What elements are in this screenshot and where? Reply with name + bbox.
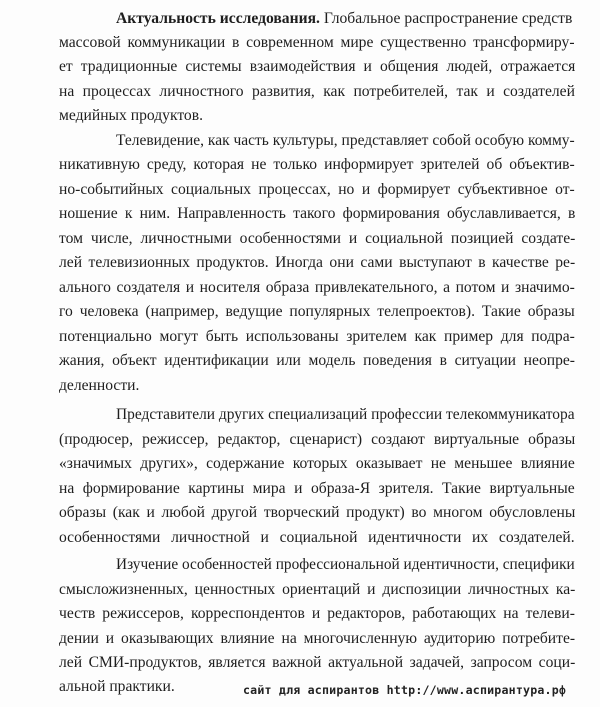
paragraph-line: ального создателя и носителя образа привлекательного, а потом и значимо-: [59, 279, 575, 296]
paragraph-line: жания, объект идентификации или модель поведения в ситуации неопре-: [59, 352, 575, 369]
paragraph-line: альной практики.: [59, 678, 175, 695]
paragraph-line: массовой коммуникации в современном мире существенно трансформиру-: [59, 34, 575, 51]
paragraph-line: том числе, личностными особенностями и социальной позицией создате-: [59, 230, 576, 247]
paragraph-line: на формирование картины мира и образа-Я зрителя. Такие виртуальные: [59, 480, 575, 497]
paragraph-line: особенностями личностной и социальной идентичности их создателей.: [59, 529, 575, 546]
paragraph-line: Представители других специализаций профессии телекоммуникатора: [116, 406, 575, 423]
paragraph-line: (продюсер, режиссер, редактор, сценарист) создают виртуальные образы: [59, 431, 576, 448]
paragraph-line: смысложизненных, ценностных ориентаций и диспозиции личностных ка-: [59, 581, 576, 598]
paragraph-line: ет традиционные системы взаимодействия и общения людей, отражается: [59, 58, 576, 75]
paragraph-line: деленности.: [59, 377, 140, 394]
paragraph-line: потенциально могут быть использованы зрителем как пример для подра-: [59, 328, 575, 345]
paragraph-line: медийных продуктов.: [59, 107, 203, 124]
paragraph-line: лей телевизионных продуктов. Иногда они сами выступают в качестве ре-: [59, 254, 576, 271]
paragraph-line: ношение к ним. Направленность такого формирования обуславливается, в: [59, 205, 576, 222]
bold-lead-in: Актуальность исследования.: [116, 10, 320, 27]
paragraph-line: Изучение особенностей профессиональной идентичности, специфики: [116, 556, 575, 573]
paragraph-line: никативную среду, которая не только информирует зрителей об объектив-: [59, 156, 575, 173]
paragraph-line: честв режиссеров, корреспондентов и редакторов, работающих на телеви-: [59, 605, 575, 622]
paragraph-line-rest: Глобальное распространение средств: [319, 10, 573, 27]
paragraph-line: Телевидение, как часть культуры, представляет собой особую комму-: [116, 132, 575, 149]
paragraph-line: [116, 7, 574, 31]
paragraph-line: лей СМИ-продуктов, является важной актуальной задачей, запросом соци-: [59, 654, 576, 671]
footer-site-link[interactable]: сайт для аспирантов http://www.аспирантура.рф: [243, 683, 567, 697]
paragraph-line: го человека (например, ведущие популярных телепроектов). Такие образы: [59, 303, 575, 320]
paragraph-line: но-событийных социальных процессах, но и формирует субъективное от-: [59, 181, 575, 198]
paragraph-line: дении и оказывающих влияние на многочисленную аудиторию потребите-: [59, 630, 576, 647]
paragraph-line: на процессах личностного развития, как потребителей, так и создателей: [59, 83, 575, 100]
paragraph-line: образы (как и любой другой творческий продукт) во многом обусловлены: [59, 504, 576, 521]
paragraph-line: «значимых других», содержание которых оказывает не меньшее влияние: [59, 455, 575, 472]
